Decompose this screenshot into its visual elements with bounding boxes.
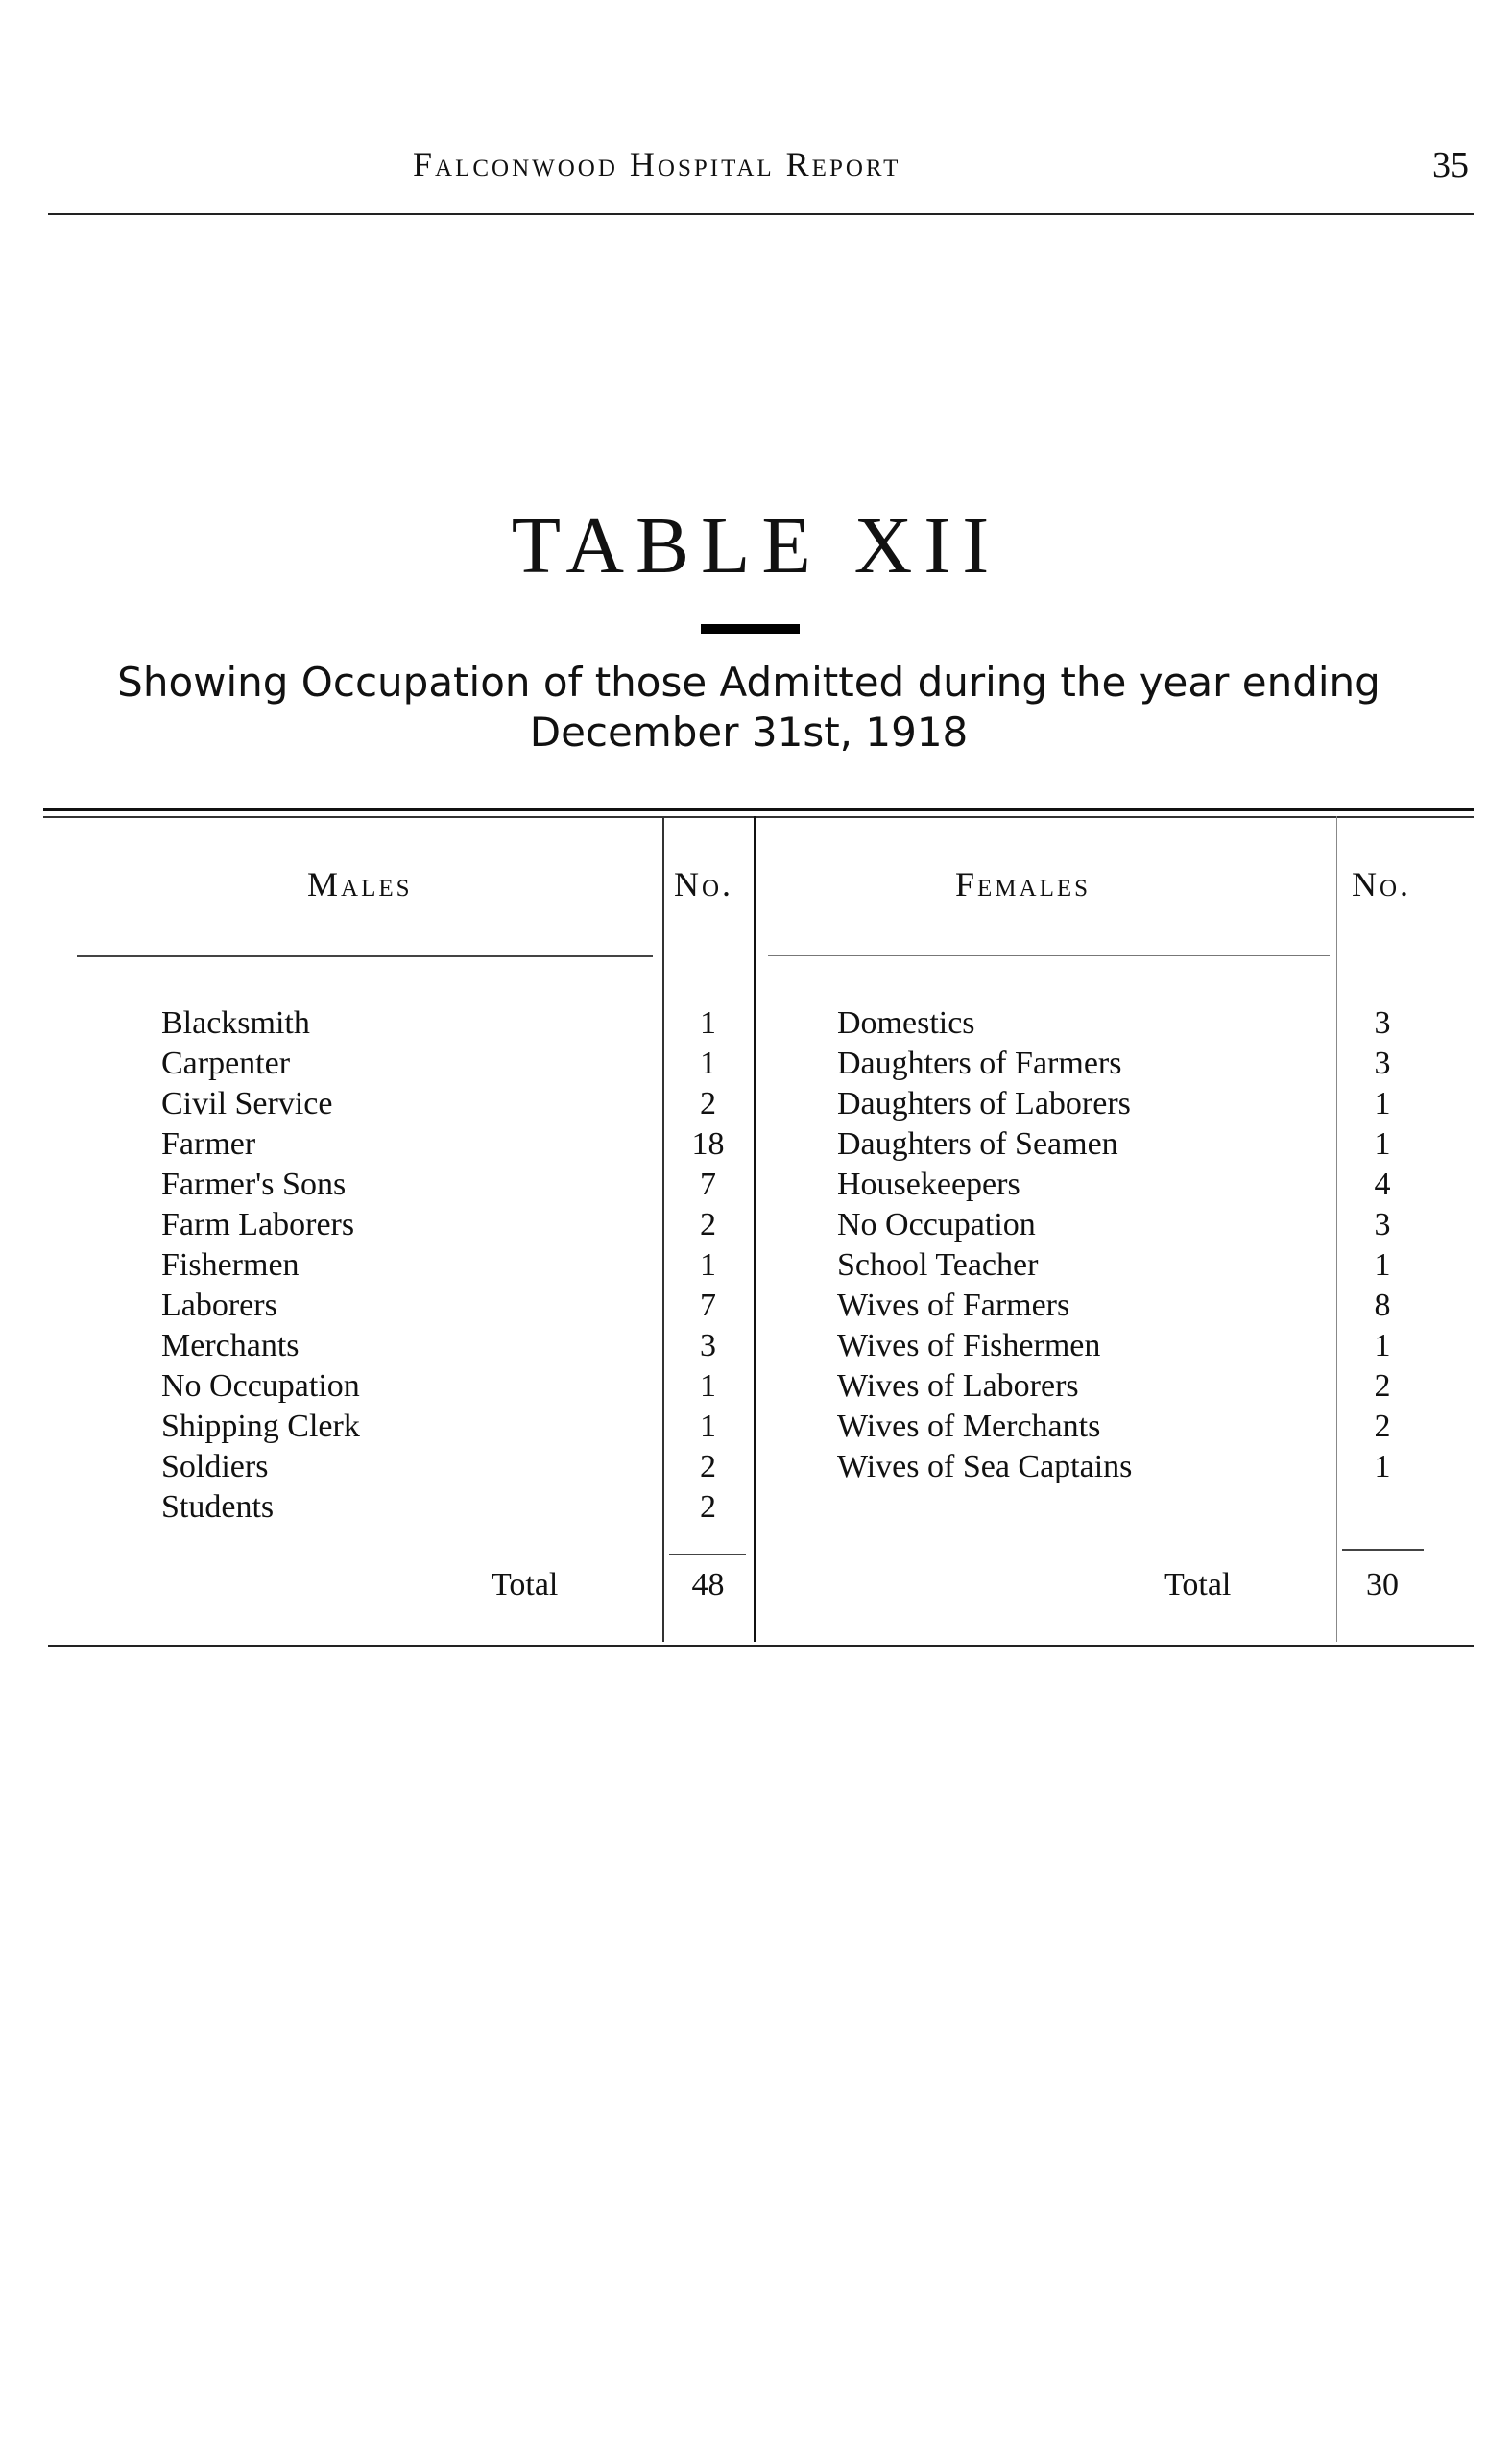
- column-divider-center: [754, 816, 756, 1642]
- female-occupation: Wives of Farmers: [837, 1288, 1070, 1323]
- male-occupation: Farm Laborers: [161, 1207, 355, 1242]
- female-occupation: Daughters of Laborers: [837, 1086, 1131, 1121]
- females-occupation-list: [837, 1003, 1132, 1487]
- male-count: 1: [700, 1368, 716, 1404]
- female-count: 3: [1374, 1046, 1391, 1081]
- female-occupation: Wives of Sea Captains: [837, 1449, 1133, 1484]
- males-count-list: [672, 1003, 744, 1528]
- male-occupation: Soldiers: [161, 1449, 269, 1484]
- title-underline: [701, 624, 800, 634]
- female-occupation: Wives of Fishermen: [837, 1328, 1101, 1363]
- female-occupation: Domestics: [837, 1005, 975, 1041]
- female-occupation: Housekeepers: [837, 1167, 1020, 1202]
- male-count: 1: [700, 1409, 716, 1444]
- male-count: 1: [700, 1005, 716, 1041]
- male-occupation: No Occupation: [161, 1368, 360, 1404]
- male-occupation: Farmer: [161, 1126, 256, 1162]
- female-count: 4: [1374, 1167, 1391, 1202]
- male-count: 2: [700, 1489, 716, 1525]
- female-occupation: Daughters of Farmers: [837, 1046, 1122, 1081]
- table-top-rule-inner: [43, 816, 1474, 818]
- column-header-females: Females: [955, 865, 1092, 904]
- column-header-males: Males: [307, 865, 413, 904]
- running-title: Falconwood Hospital Report: [413, 145, 901, 183]
- male-count: 1: [700, 1046, 716, 1081]
- male-occupation: Fishermen: [161, 1247, 300, 1283]
- females-count-list: [1344, 1003, 1421, 1487]
- male-count: 2: [700, 1086, 716, 1121]
- female-count: 3: [1374, 1005, 1391, 1041]
- females-total-label: Total: [1164, 1567, 1232, 1603]
- male-count: 7: [700, 1167, 716, 1202]
- table-bottom-rule: [48, 1645, 1474, 1647]
- header-separator-females: [768, 955, 1330, 956]
- female-count: 8: [1374, 1288, 1391, 1323]
- column-divider-males-no: [662, 816, 664, 1642]
- table-subtitle: [38, 658, 1459, 758]
- header-separator-males: [77, 955, 653, 957]
- male-count: 18: [691, 1126, 725, 1162]
- male-occupation: Farmer's Sons: [161, 1167, 347, 1202]
- male-count: 1: [700, 1247, 716, 1283]
- males-total-value: 48: [691, 1567, 725, 1603]
- male-occupation: Civil Service: [161, 1086, 333, 1121]
- female-count: 1: [1374, 1328, 1391, 1363]
- female-count: 1: [1374, 1247, 1391, 1283]
- column-header-no-females: No.: [1352, 865, 1412, 904]
- male-count: 3: [700, 1328, 716, 1363]
- female-count: 2: [1374, 1368, 1391, 1404]
- column-divider-females-no: [1336, 816, 1337, 1642]
- subtitle-line-2: December 31st, 1918: [529, 709, 969, 756]
- female-occupation: School Teacher: [837, 1247, 1039, 1283]
- female-count: 3: [1374, 1207, 1391, 1242]
- females-sum-rule: [1342, 1549, 1424, 1551]
- table-top-rule: [43, 808, 1474, 811]
- header-rule: [48, 213, 1474, 215]
- male-occupation: Blacksmith: [161, 1005, 310, 1041]
- female-occupation: Daughters of Seamen: [837, 1126, 1118, 1162]
- female-occupation: No Occupation: [837, 1207, 1036, 1242]
- male-occupation: Students: [161, 1489, 275, 1525]
- male-occupation: Shipping Clerk: [161, 1409, 360, 1444]
- male-count: 2: [700, 1449, 716, 1484]
- male-count: 2: [700, 1207, 716, 1242]
- female-occupation: Wives of Laborers: [837, 1368, 1079, 1404]
- subtitle-line-1: Showing Occupation of those Admitted during the year ending: [117, 659, 1380, 706]
- female-count: 1: [1374, 1126, 1391, 1162]
- male-occupation: Laborers: [161, 1288, 277, 1323]
- female-occupation: Wives of Merchants: [837, 1409, 1101, 1444]
- male-occupation: Carpenter: [161, 1046, 291, 1081]
- table-title: TABLE XII: [511, 501, 1001, 591]
- male-occupation: Merchants: [161, 1328, 300, 1363]
- females-total-value: 30: [1366, 1567, 1399, 1603]
- male-count: 7: [700, 1288, 716, 1323]
- males-sum-rule: [669, 1554, 746, 1555]
- female-count: 1: [1374, 1086, 1391, 1121]
- males-total-label: Total: [492, 1567, 559, 1603]
- female-count: 1: [1374, 1449, 1391, 1484]
- page-number: 35: [1432, 145, 1469, 185]
- female-count: 2: [1374, 1409, 1391, 1444]
- males-occupation-list: [161, 1003, 360, 1528]
- column-header-no-males: No.: [674, 865, 734, 904]
